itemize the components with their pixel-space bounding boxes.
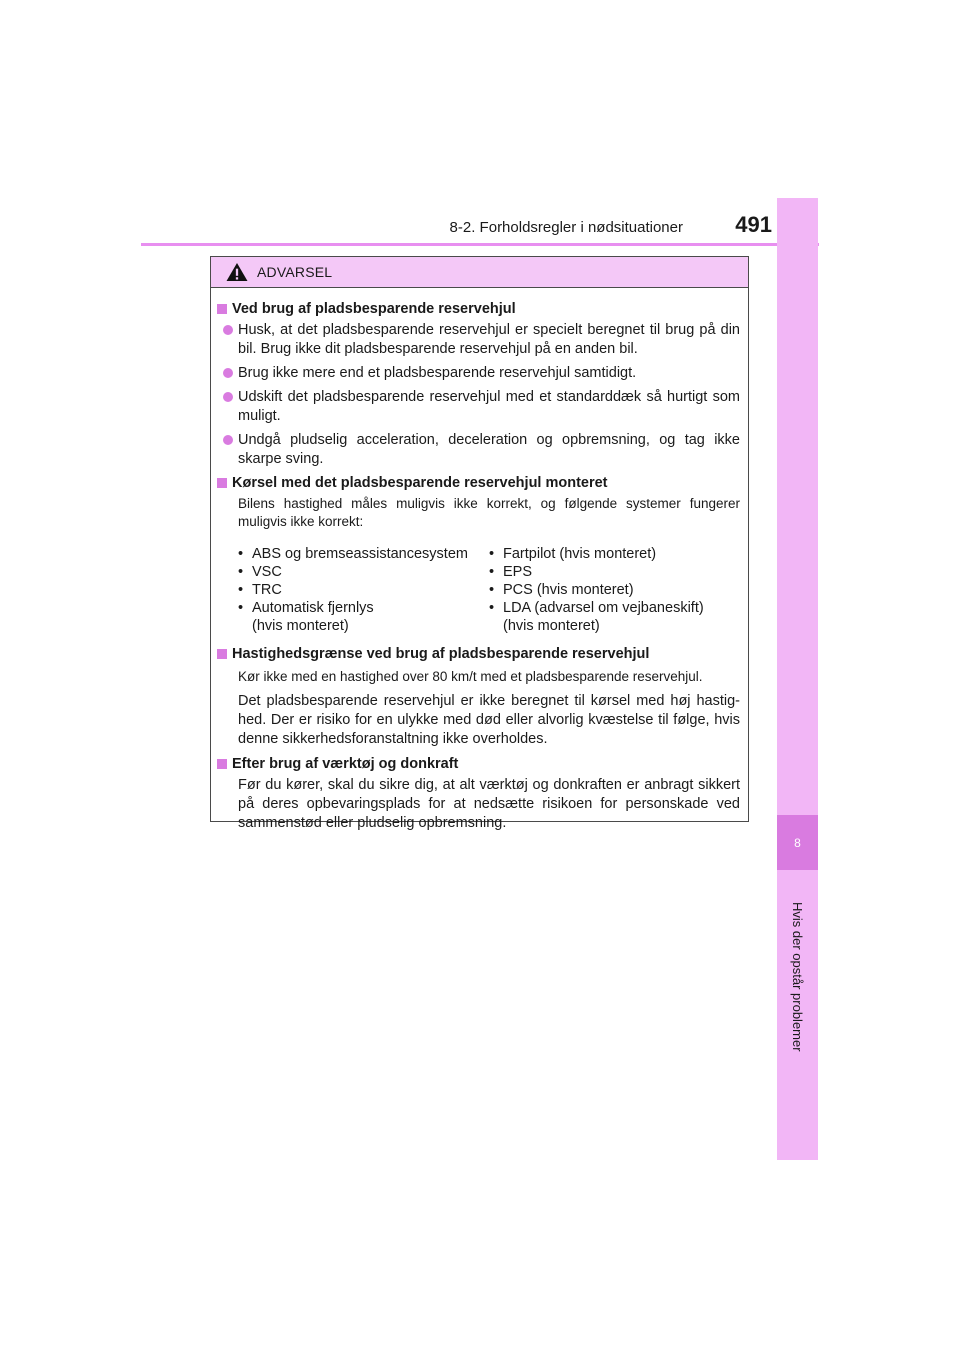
list-item: • Automatisk fjernlys [238,600,374,616]
list-item: • LDA (advarsel om vejbaneskift) [489,600,704,616]
list-item: • Fartpilot (hvis monteret) [489,546,657,562]
chapter-title-container [777,882,818,1072]
list-item-text: Husk, at det pladsbesparende reservehjul er specielt beregnet til brug på din bil. Brug ikke dit pladsbesparende reservehjul på en anden bil. [238,322,740,357]
round-bullet-icon [223,392,233,402]
systems-list-right [489,545,740,635]
warning-triangle-icon [225,262,249,282]
section-header: 8-2. Forholdsregler i nødsituationer [449,219,683,236]
warning-header [211,257,748,288]
list-item-continuation: (hvis monteret) [503,618,600,634]
round-bullet-icon [223,368,233,378]
section-heading [217,645,740,664]
list-item: • ABS og bremseassistancesystem [238,546,468,562]
list-item-text: Undgå pludselig acceleration, deceleration og opbremsning, og tag ikke skarpe sving. [238,432,740,467]
list-item [223,388,740,426]
section-heading-text: Ved brug af pladsbesparende reservehjul [232,301,516,317]
list-item: • EPS [489,564,533,580]
warning-box [210,256,749,831]
page-number: 491 [735,212,772,237]
square-bullet-icon [217,759,227,769]
section-heading-text: Efter brug af værktøj og donkraft [232,756,459,772]
paragraph: Det pladsbesparende reservehjul er ikke beregnet til kørsel med høj hastig-hed. Der er risiko for en ulykke med død eller alvorlig kvæstelse til følge, hvis denne sikkerhedsforanstaltning ikke overholdes. [238,693,740,747]
paragraph: Kør ikke med en hastighed over 80 km/t med et pladsbesparende reservehjul. [238,669,703,684]
square-bullet-icon [217,304,227,314]
section-heading [217,755,740,774]
section-heading [217,474,740,493]
list-item [223,431,740,469]
square-bullet-icon [217,478,227,488]
round-bullet-icon [223,435,233,445]
chapter-side-tab [777,198,818,1160]
chapter-title: Hvis der opstår problemer [790,902,805,1052]
paragraph: Før du kører, skal du sikre dig, at alt værktøj og donkraften er anbragt sikkert på deres opbevaringsplads for at nedsætte risikoen for personskade ved sammenstød eller pludselig opbremsning. [238,777,740,831]
systems-list [238,545,740,635]
list-item: • PCS (hvis monteret) [489,582,634,598]
systems-list-left [238,545,489,635]
list-item: • TRC [238,582,282,598]
warning-title: ADVARSEL [257,264,333,280]
warning-body [211,288,748,833]
list-item [223,321,740,359]
list-item-text: Brug ikke mere end et pladsbesparende reservehjul samtidigt. [238,365,637,381]
section-heading-text: Hastighedsgrænse ved brug af pladsbesparende reservehjul [232,646,650,662]
round-bullet-icon [223,325,233,335]
paragraph: Bilens hastighed måles muligvis ikke korrekt, og følgende systemer fungerer muligvis ikke korrekt: [238,496,740,529]
list-item-continuation: (hvis monteret) [252,618,349,634]
list-item: • VSC [238,564,282,580]
list-item [223,364,740,383]
square-bullet-icon [217,649,227,659]
section-heading-text: Kørsel med det pladsbesparende reservehjul monteret [232,475,608,491]
chapter-number: 8 [777,815,818,870]
section-heading [217,300,740,319]
list-item-text: Udskift det pladsbesparende reservehjul med et standarddæk så hurtigt som muligt. [238,389,740,424]
header-divider [141,243,819,246]
